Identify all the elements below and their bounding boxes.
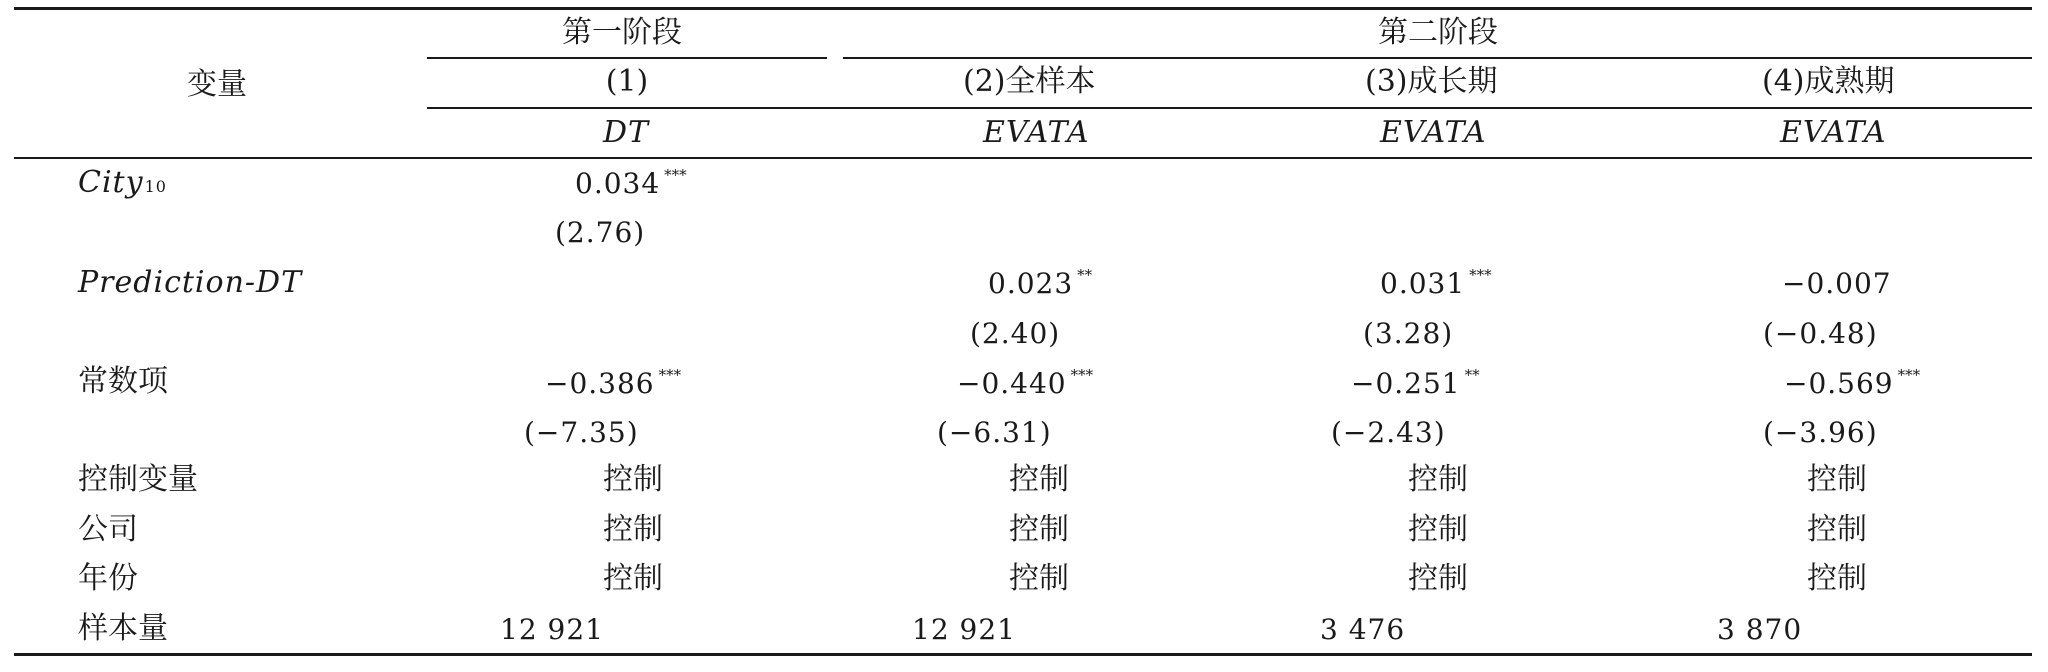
significance-stars: ***: [1469, 266, 1492, 284]
const-col3-coef: [1351, 366, 1480, 400]
row-label-prediction-dt: Prediction-DT: [78, 265, 303, 300]
sample-size-col2: 12 921: [912, 613, 1016, 646]
significance-stars: ***: [1897, 366, 1921, 384]
pred-col2-tstat: (2.40): [970, 317, 1061, 350]
row-label-city: [78, 165, 167, 200]
year-col1: 控制: [603, 561, 663, 596]
year-col4: 控制: [1807, 561, 1867, 596]
pred-col2-coef: [988, 266, 1093, 300]
coef-value: 0.034: [575, 167, 661, 200]
year-col3: 控制: [1408, 561, 1468, 596]
const-col4-tstat: (−3.96): [1763, 416, 1878, 449]
firm-col2: 控制: [1009, 512, 1069, 547]
significance-stars: **: [1077, 266, 1093, 284]
controls-col3: 控制: [1408, 462, 1468, 497]
row-label-controls: 控制变量: [78, 462, 198, 497]
const-col1-coef: [545, 366, 682, 400]
pred-col3-coef: [1380, 266, 1492, 300]
header-col3: (3)成长期: [1365, 64, 1498, 99]
header-dep1: DT: [603, 115, 650, 150]
significance-stars: ***: [664, 166, 687, 184]
firm-col4: 控制: [1807, 512, 1867, 547]
coef-value: −0.569: [1784, 367, 1894, 400]
pred-col4-coef: −0.007: [1782, 267, 1892, 300]
row-label-city-subscript: 10: [144, 177, 167, 196]
header-dep3: EVATA: [1380, 115, 1487, 150]
stage2-underline: [843, 57, 2032, 59]
firm-col3: 控制: [1408, 512, 1468, 547]
row-label-city-text: City: [78, 165, 144, 200]
const-col3-tstat: (−2.43): [1331, 416, 1446, 449]
header-rule: [14, 157, 2032, 159]
bottom-rule: [14, 653, 2032, 656]
coef-value: −0.440: [957, 367, 1067, 400]
header-stage2: 第二阶段: [1378, 15, 1498, 50]
const-col4-coef: [1784, 366, 1921, 400]
city-col1-coef: [575, 166, 687, 200]
header-col2: (2)全样本: [963, 64, 1096, 99]
controls-col2: 控制: [1009, 462, 1069, 497]
const-col2-tstat: (−6.31): [937, 416, 1052, 449]
coef-value: 0.031: [1380, 267, 1466, 300]
row-label-year: 年份: [78, 561, 138, 596]
header-stage1: 第一阶段: [562, 15, 682, 50]
controls-col1: 控制: [603, 462, 663, 497]
row-label-firm: 公司: [78, 512, 138, 547]
row-label-sample-size: 样本量: [78, 611, 168, 646]
colnum-underline: [427, 107, 2032, 109]
pred-col4-tstat: (−0.48): [1763, 317, 1878, 350]
row-label-constant: 常数项: [78, 364, 168, 399]
significance-stars: ***: [1070, 366, 1094, 384]
controls-col4: 控制: [1807, 462, 1867, 497]
firm-col1: 控制: [603, 512, 663, 547]
header-col1: (1): [605, 64, 649, 99]
top-rule: [14, 7, 2032, 10]
header-col4: (4)成熟期: [1762, 64, 1895, 99]
const-col2-coef: [957, 366, 1094, 400]
const-col1-tstat: (−7.35): [524, 416, 639, 449]
city-col1-tstat: (2.76): [555, 216, 646, 249]
coef-value: −0.386: [545, 367, 655, 400]
header-variable: 变量: [187, 67, 247, 102]
sample-size-col1: 12 921: [500, 613, 604, 646]
sample-size-col3: 3 476: [1320, 613, 1406, 646]
coef-value: 0.023: [988, 267, 1074, 300]
sample-size-col4: 3 870: [1717, 613, 1803, 646]
stage1-underline: [427, 57, 827, 59]
year-col2: 控制: [1009, 561, 1069, 596]
header-dep4: EVATA: [1780, 115, 1887, 150]
significance-stars: ***: [658, 366, 682, 384]
pred-col3-tstat: (3.28): [1363, 317, 1454, 350]
significance-stars: **: [1464, 366, 1480, 384]
coef-value: −0.251: [1351, 367, 1461, 400]
header-dep2: EVATA: [983, 115, 1090, 150]
